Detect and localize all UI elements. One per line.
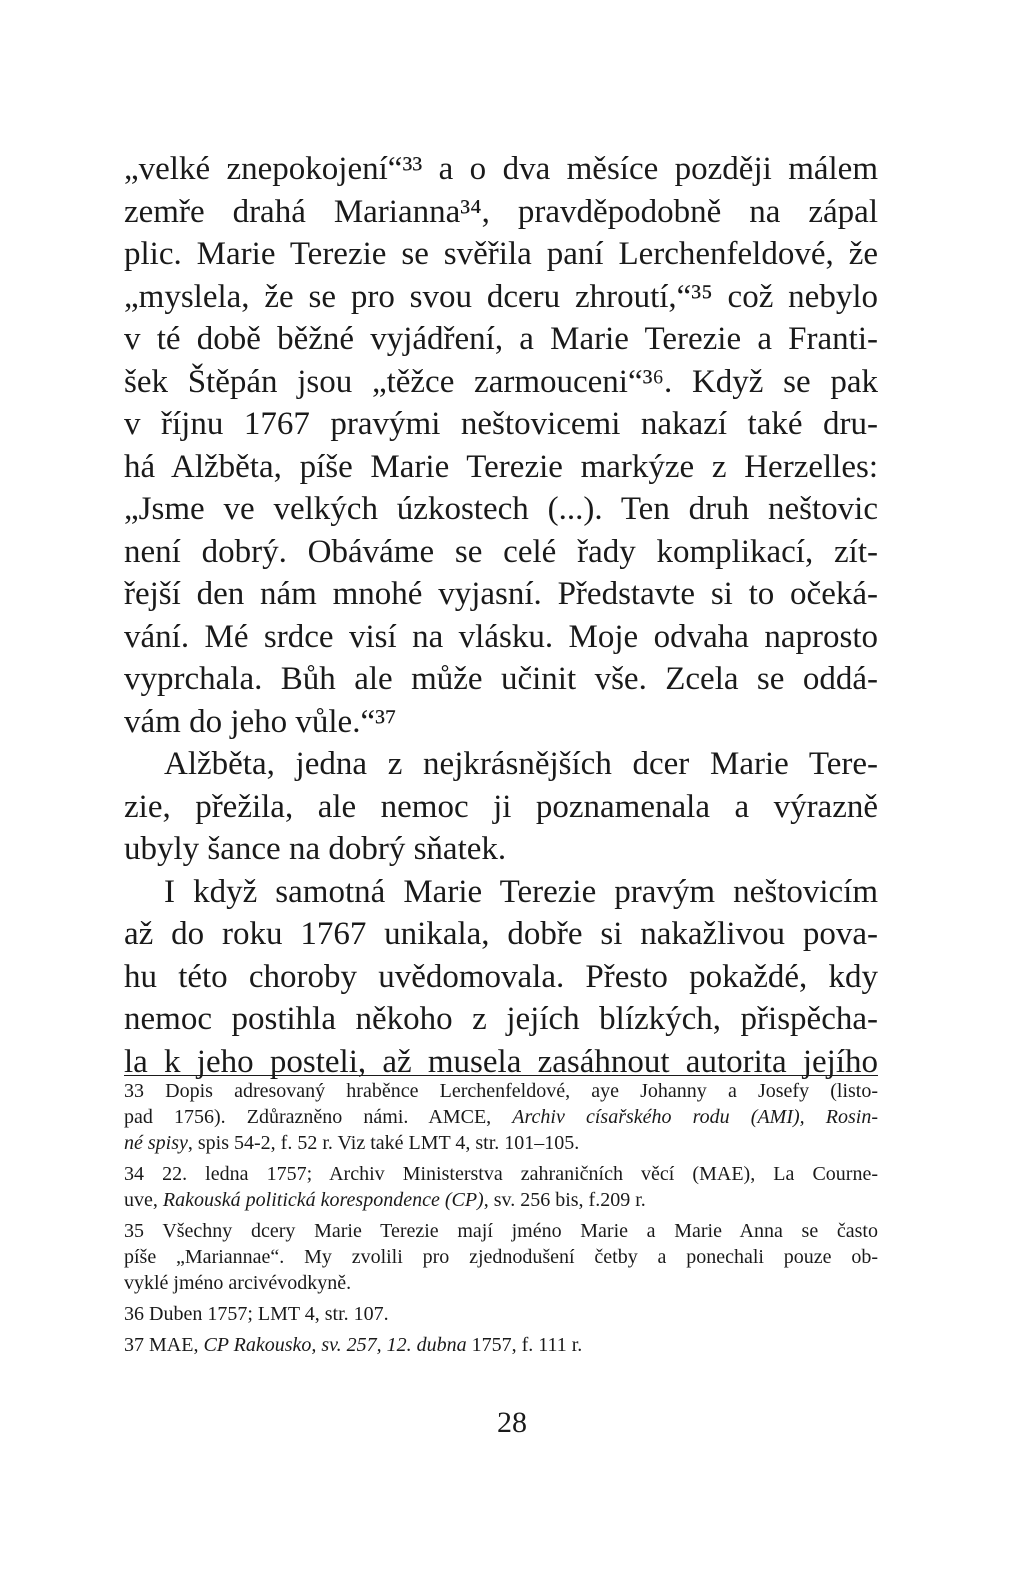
text-line: „velké znepokojení“³³ a o dva měsíce později málem — [124, 151, 878, 187]
text-line: nemoc postihla někoho z jejích blízkých, přispěcha- — [124, 1001, 878, 1037]
text-line: není dobrý. Obáváme se celé řady komplikací, zít- — [124, 533, 878, 570]
text-line: ubyly šance na dobrý sňatek. — [124, 831, 507, 867]
text-line: až do roku 1767 unikala, dobře si nakažlivou pova- — [124, 916, 878, 952]
footnote-line — [124, 1244, 878, 1270]
text-line: v říjnu 1767 pravými neštovicemi nakazí také dru- — [124, 406, 878, 442]
text-line: vání. Mé srdce visí na vlásku. Moje odvaha naprosto — [124, 618, 878, 655]
footnote-text: vyklé jméno arcivévodkyně. — [124, 1272, 352, 1294]
text-line: vyprchala. Bůh ale může učinit vše. Zcela se oddá- — [124, 661, 878, 697]
text-line: I když samotná Marie Terezie pravým neštovicím — [164, 873, 878, 910]
footnote-text: 33 Dopis adresovaný hraběnce Lerchenfeldové, aye Johanny a Josefy (listo- — [124, 1080, 878, 1102]
text-line: Alžběta, jedna z nejkrásnějších dcer Marie Tere- — [164, 746, 878, 782]
text-line: v té době běžné vyjádření, a Marie Terezie a Franti- — [124, 321, 878, 357]
text-line: hu této choroby uvědomovala. Přesto pokaždé, kdy — [124, 958, 878, 995]
footnote-line — [124, 1187, 878, 1213]
footnote-italic-text: né spisy — [124, 1132, 188, 1154]
text-line: vám do jeho vůle.“³⁷ — [124, 703, 397, 740]
text-line: „myslela, že se pro svou dceru zhroutí,“³⁵ což nebylo — [124, 278, 878, 315]
footnote-text: 35 Všechny dcery Marie Terezie mají jméno Marie a Marie Anna se často — [124, 1220, 878, 1242]
footnote-text: , spis 54-2, f. 52 r. Viz také LMT 4, str. 101–105. — [187, 1132, 580, 1154]
text-line: „Jsme ve velkých úzkostech (...). Ten druh neštovic — [124, 491, 878, 527]
footnote — [124, 1332, 878, 1358]
footnote-text: 37 MAE, — [124, 1334, 204, 1356]
text-line: la k jeho posteli, až musela zasáhnout autorita jejího — [124, 1043, 878, 1080]
text-line: plic. Marie Terezie se svěřila paní Lerchenfeldové, že — [124, 236, 878, 272]
footnote-italic-text: Rakouská politická korespondence (CP) — [162, 1189, 484, 1211]
footnote-line — [124, 1301, 878, 1327]
text-line: zie, přežila, ale nemoc ji poznamenala a výrazně — [124, 788, 878, 825]
text-line: zemře drahá Marianna³⁴, pravděpodobně na zápal — [124, 193, 878, 230]
footnote-line — [124, 1332, 878, 1358]
footnote-text: 34 22. ledna 1757; Archiv Ministerstva zahraničních věcí (MAE), La Courne- — [124, 1163, 878, 1185]
footnote-text: píše „Mariannae“. My zvolili pro zjednodušení četby a ponechali pouze ob- — [124, 1246, 878, 1268]
footnote-text: 36 Duben 1757; LMT 4, str. 107. — [124, 1303, 389, 1325]
footnote-text: 1757, f. 111 r. — [466, 1334, 583, 1356]
footnote-italic-text: Archiv císařského rodu (AMI), Rosin- — [512, 1106, 878, 1128]
footnote-text: , sv. 256 bis, f.209 r. — [483, 1189, 646, 1211]
footnote-separator — [124, 1075, 878, 1076]
footnote — [124, 1161, 878, 1213]
footnote-line — [124, 1270, 878, 1296]
footnote-line — [124, 1104, 878, 1130]
footnote-line — [124, 1078, 878, 1104]
footnote — [124, 1218, 878, 1296]
page-number: 28 — [497, 1406, 527, 1439]
footnote-text: pad 1756). Zdůrazněno námi. AMCE, — [124, 1106, 513, 1128]
footnotes — [124, 1078, 878, 1363]
footnote-text: uve, — [124, 1189, 163, 1211]
footnote — [124, 1078, 878, 1156]
footnote-line — [124, 1218, 878, 1244]
footnote-line — [124, 1130, 878, 1156]
text-line: šek Štěpán jsou „těžce zarmouceni“³⁶. Když se pak — [124, 363, 878, 400]
text-line: há Alžběta, píše Marie Terezie markýze z Herzelles: — [124, 448, 878, 485]
text-line: řejší den nám mnohé vyjasní. Představte si to očeká- — [124, 576, 878, 612]
footnote — [124, 1301, 878, 1327]
footnote-italic-text: CP Rakousko, sv. 257, 12. dubna — [203, 1334, 467, 1356]
footnote-line — [124, 1161, 878, 1187]
main-text — [124, 148, 878, 1083]
